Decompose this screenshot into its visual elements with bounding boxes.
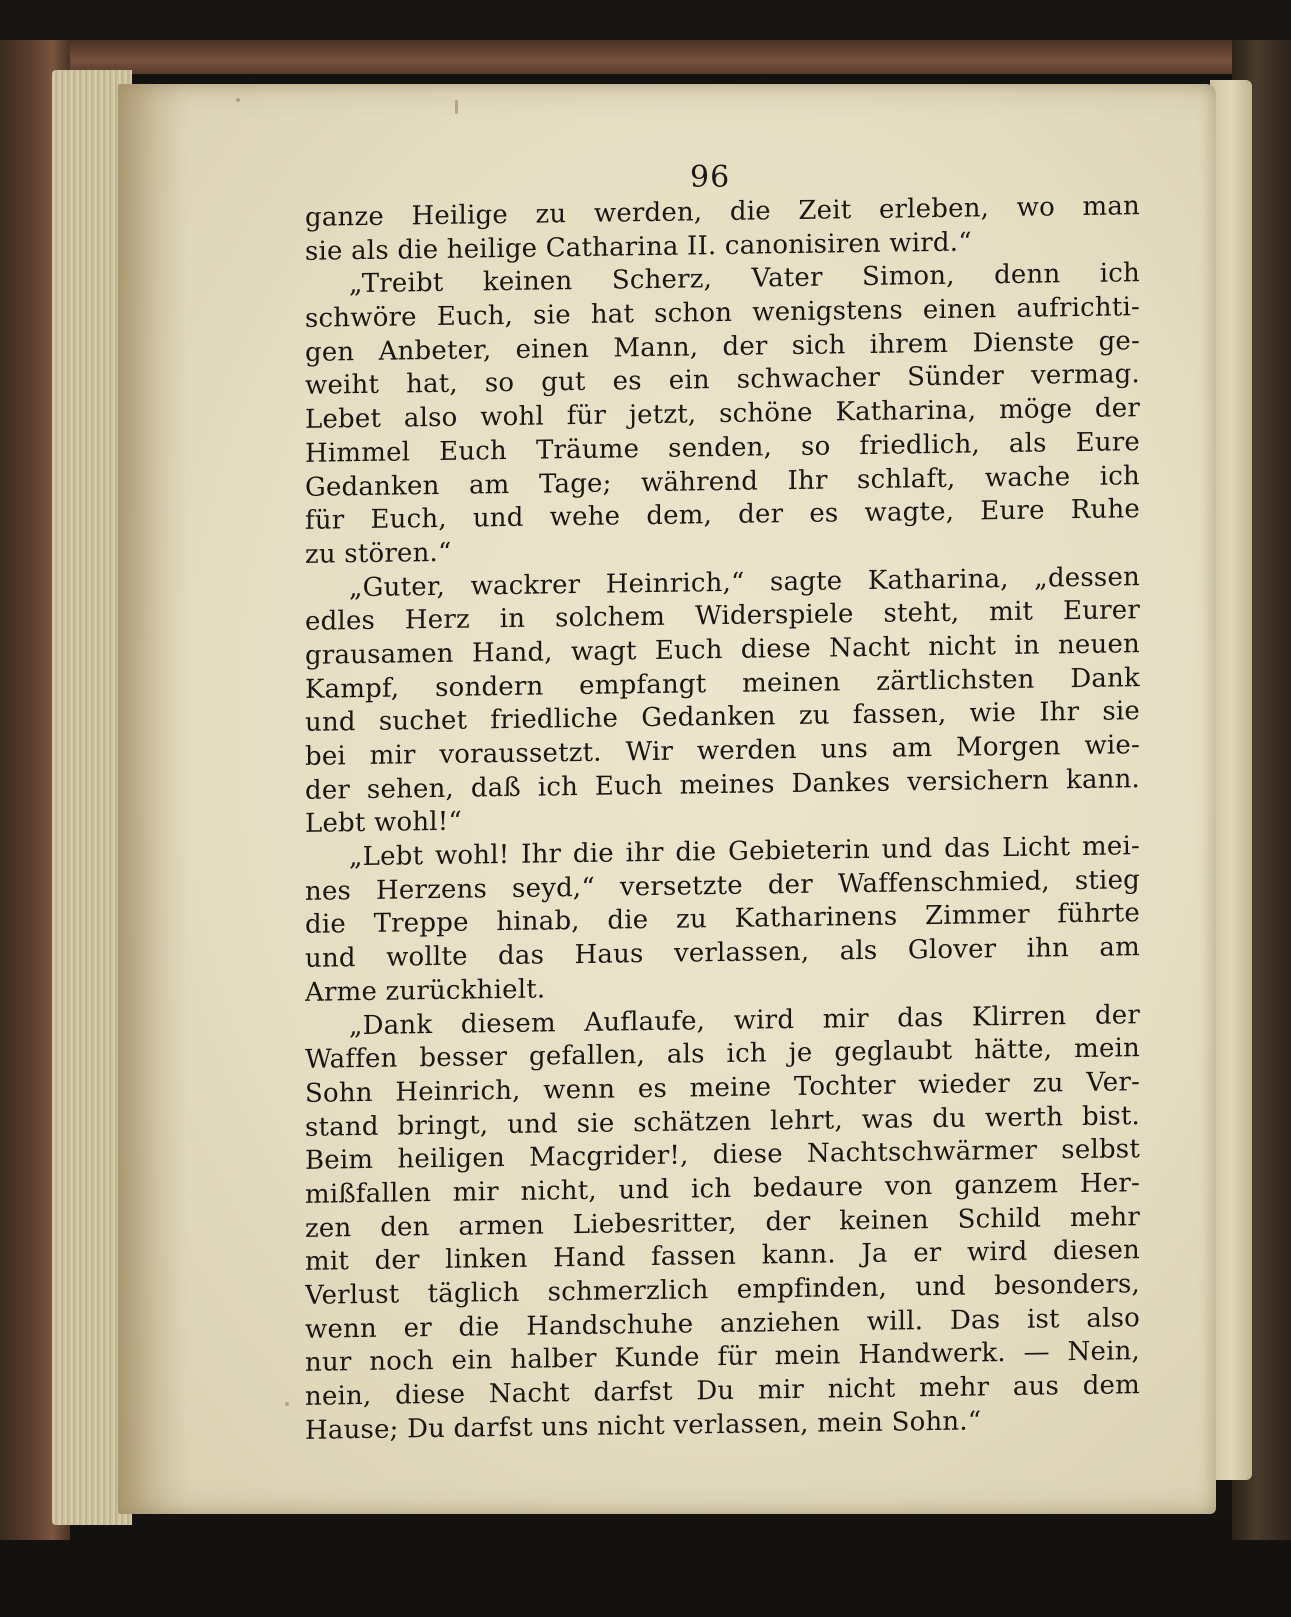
text-line: bei mir voraussetzt. Wir werden uns am Morgen wie- xyxy=(305,730,1140,772)
text-line: Hause; Du darfst uns nicht verlassen, mein Sohn.“ xyxy=(305,1406,982,1446)
text-line: Gedanken am Tage; während Ihr schlaft, wache ich xyxy=(305,460,1140,503)
text-line: „Treibt keinen Scherz, Vater Simon, denn ich xyxy=(349,258,1140,300)
text-line: der sehen, daß ich Euch meines Dankes versichern kann. xyxy=(305,763,1140,806)
text-line: sie als die heilige Catharina II. canonisiren wird.“ xyxy=(305,227,972,267)
text-line: edles Herz in solchem Widerspiele steht, mit Eurer xyxy=(305,595,1140,638)
text-line: schwöre Euch, sie hat schon wenigstens einen aufrichti- xyxy=(305,292,1140,334)
text-line: zu stören.“ xyxy=(305,537,452,570)
text-line: nein, diese Nacht darfst Du mir nicht mehr aus dem xyxy=(305,1370,1140,1412)
text-line: „Guter, wackrer Heinrich,“ sagte Katharina, „dessen xyxy=(349,561,1140,603)
text-line: nes Herzens seyd,“ versetzte der Waffenschmied, stieg xyxy=(305,864,1140,907)
text-line: mit der linken Hand fassen kann. Ja er wird diesen xyxy=(305,1235,1140,1278)
paper-speck xyxy=(455,100,458,114)
text-line: stand bringt, und sie schätzen lehrt, was du werth bist. xyxy=(305,1100,1140,1143)
text-line: gen Anbeter, einen Mann, der sich ihrem Dienste ge- xyxy=(305,325,1140,368)
text-line: nur noch ein halber Kunde für mein Handwerk. — Nein, xyxy=(305,1336,1140,1379)
text-line: Lebet also wohl für jetzt, schöne Katharina, möge der xyxy=(305,393,1140,435)
scan-background-bottom xyxy=(0,1520,1291,1617)
text-line: grausamen Hand, wagt Euch diese Nacht nicht in neuen xyxy=(305,629,1140,671)
text-line: Sohn Heinrich, wenn es meine Tochter wieder zu Ver- xyxy=(305,1067,1140,1109)
text-line: für Euch, und wehe dem, der es wagte, Eure Ruhe xyxy=(305,494,1140,537)
text-line: ganze Heilige zu werden, die Zeit erleben, wo man xyxy=(305,191,1140,233)
paper-speck xyxy=(236,98,240,102)
text-line: und wollte das Haus verlassen, als Glover ihn am xyxy=(305,932,1140,974)
facing-page-edge xyxy=(1210,80,1252,1480)
text-line: und suchet friedliche Gedanken zu fassen, wie Ihr sie xyxy=(305,696,1140,739)
text-line: Lebt wohl!“ xyxy=(305,807,462,840)
text-line: mißfallen mir nicht, und ich bedaure von ganzem Her- xyxy=(305,1168,1140,1210)
text-line: zen den armen Liebesritter, der keinen Schild mehr xyxy=(305,1201,1140,1244)
text-line: Waffen besser gefallen, als ich je geglaubt hätte, mein xyxy=(305,1033,1140,1076)
paper-speck xyxy=(285,1402,289,1406)
text-line: „Lebt wohl! Ihr die ihr die Gebieterin und das Licht mei- xyxy=(349,831,1140,873)
text-line: Arme zurückhielt. xyxy=(305,974,546,1008)
text-line: „Dank diesem Auflaufe, wird mir das Klirren der xyxy=(349,999,1140,1041)
page-text-block xyxy=(305,191,1140,1446)
text-line: weiht hat, so gut es ein schwacher Sünder vermag. xyxy=(305,359,1140,402)
text-line: die Treppe hinab, die zu Katharinens Zimmer führte xyxy=(305,898,1140,941)
text-line: Beim heiligen Macgrider!, diese Nachtschwärmer selbst xyxy=(305,1134,1140,1177)
text-line: Verlust täglich schmerzlich empfinden, und besonders, xyxy=(305,1269,1140,1311)
text-line: Kampf, sondern empfangt meinen zärtlichsten Dank xyxy=(305,662,1140,705)
book-cover-top-edge xyxy=(0,40,1250,74)
text-line: wenn er die Handschuhe anziehen will. Das ist also xyxy=(305,1302,1140,1345)
text-line: Himmel Euch Träume senden, so friedlich, als Eure xyxy=(305,426,1140,469)
page-number: 96 xyxy=(690,160,731,195)
